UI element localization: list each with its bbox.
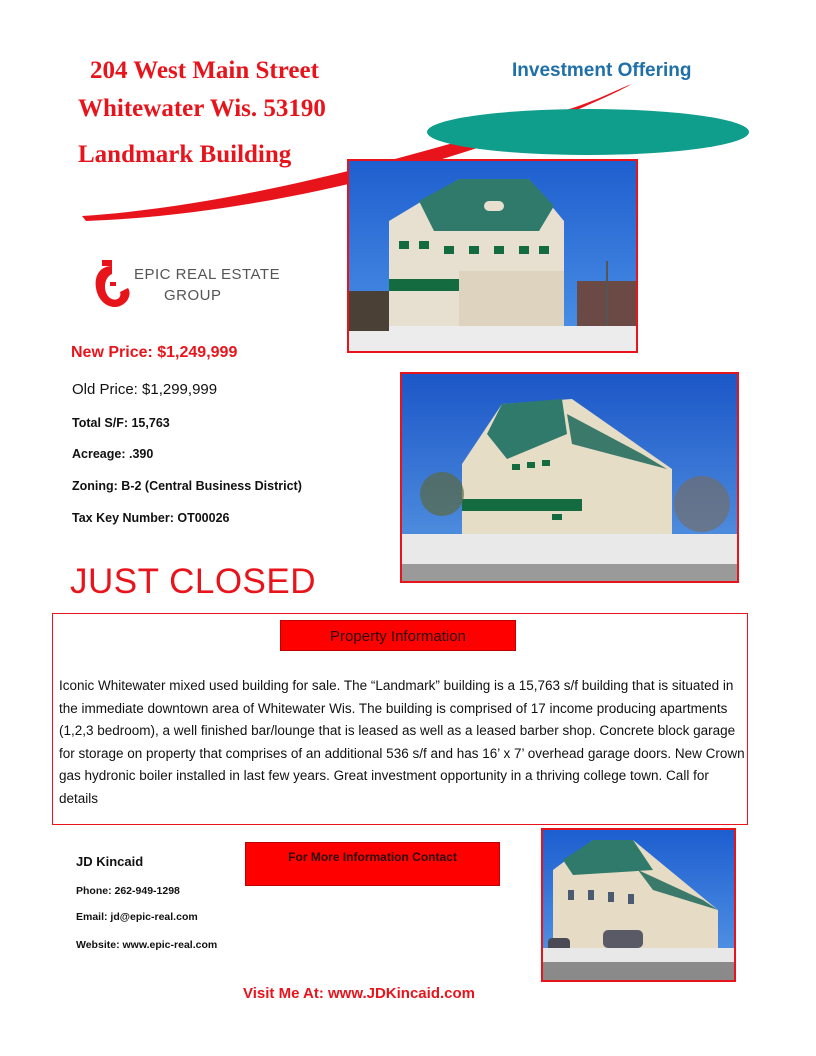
building-photo-rear	[541, 828, 736, 982]
building-photo-side	[400, 372, 739, 583]
property-info-box	[52, 613, 748, 825]
address-line1: 204 West Main Street	[90, 57, 319, 84]
contact-banner: For More Information Contact	[245, 842, 500, 886]
property-description: Iconic Whitewater mixed used building for sale. The “Landmark” building is a 15,763 s/f building that is situated in the immediate downtown area of Whitewater Wis. The building is comprised of 17 income producing apartments (1,2,3 bedroom), a well finished bar/lounge that is leased as well as a leased barber shop. Concrete block garage for storage on property that comprises of an additional 536 s/f and has 16’ x 7’ overhead garage doors. New Crown gas hydronic boiler installed in last few years. Great investment opportunity in a thriving college town. Call for details	[59, 678, 745, 806]
new-price: New Price: $1,249,999	[71, 344, 238, 361]
contact-name: JD Kincaid	[76, 854, 144, 869]
logo-mark-icon	[92, 258, 132, 314]
fact-acreage: Acreage: .390	[72, 447, 154, 461]
tagline: Investment Offering	[512, 60, 692, 81]
fact-total-sf: Total S/F: 15,763	[72, 416, 170, 430]
address-line2: Whitewater Wis. 53190	[78, 95, 326, 122]
logo-text-line1: EPIC REAL ESTATE	[134, 266, 281, 283]
status-just-closed: JUST CLOSED	[70, 562, 317, 601]
property-info-heading: Property Information	[280, 620, 516, 651]
visit-website-link[interactable]: Visit Me At: www.JDKincaid.com	[243, 985, 475, 1002]
teal-ellipse	[427, 109, 749, 155]
old-price: Old Price: $1,299,999	[72, 381, 218, 398]
fact-tax-key: Tax Key Number: OT00026	[72, 511, 230, 525]
contact-phone: Phone: 262-949-1298	[76, 885, 180, 897]
company-logo	[92, 258, 281, 314]
contact-website: Website: www.epic-real.com	[76, 939, 218, 951]
contact-email: Email: jd@epic-real.com	[76, 911, 198, 923]
building-photo-front	[347, 159, 638, 353]
fact-zoning: Zoning: B-2 (Central Business District)	[72, 479, 302, 493]
building-name: Landmark Building	[78, 141, 292, 168]
logo-text-line2: GROUP	[164, 287, 222, 304]
